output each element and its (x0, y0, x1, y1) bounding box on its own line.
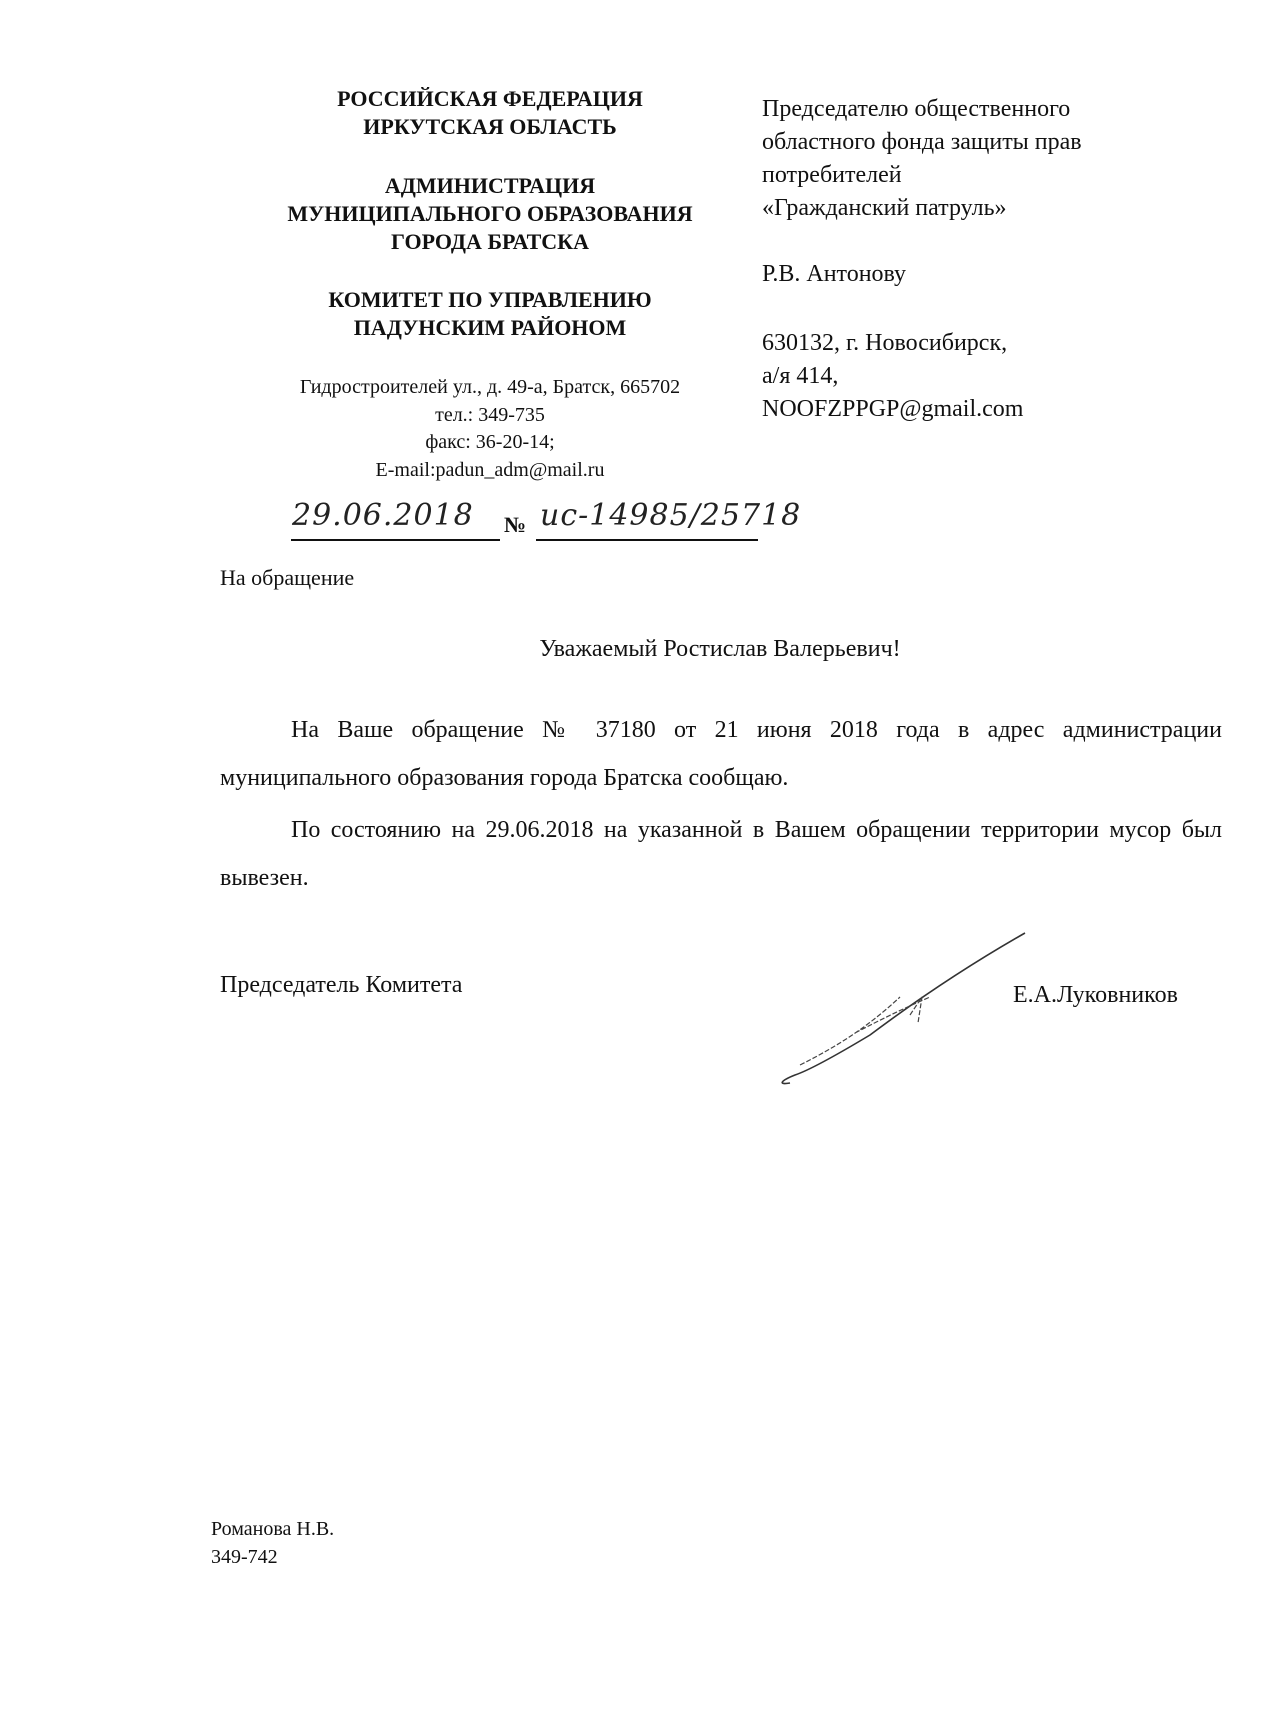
recipient-name: Р.В. Антонову (762, 261, 907, 287)
number-underline (536, 539, 758, 541)
sender-phone: тел.: 349-735 (435, 403, 545, 426)
paragraph: На Ваше обращение № 37180 от 21 июня 2018 года в адрес администрации муниципального образования города Братска сообщаю. (220, 717, 1222, 791)
recipient-address (762, 327, 1023, 426)
header-line: ПАДУНСКИМ РАЙОНОМ (353, 315, 627, 340)
signatory-position: Председатель Комитета (220, 972, 463, 998)
header-line: МУНИЦИПАЛЬНОГО ОБРАЗОВАНИЯ (287, 201, 693, 226)
header-line: ГОРОДА БРАТСКА (391, 229, 589, 254)
registration-date: 29.06.2018 (292, 498, 474, 533)
recipient-line: Председателю общественного (762, 96, 1071, 122)
sender-fax: факс: 36-20-14; (425, 431, 555, 453)
reference-label: На обращение (220, 565, 355, 590)
paragraph: По состоянию на 29.06.2018 на указанной в Вашем обращении территории мусор был вывезен. (220, 817, 1222, 891)
recipient-email: NOOFZPPGP@gmail.com (762, 396, 1024, 422)
number-sign: № (504, 512, 527, 537)
date-underline (291, 539, 500, 541)
recipient-address-line: 630132, г. Новосибирск, (762, 330, 1008, 356)
handwritten-signature (760, 925, 1050, 1095)
header-line: КОМИТЕТ ПО УПРАВЛЕНИЮ (328, 287, 652, 312)
recipient-line: областного фонда защиты прав (762, 129, 1082, 155)
header-state (230, 85, 750, 141)
recipient-line: потребителей (762, 162, 902, 188)
sender-contacts (230, 374, 750, 484)
signatory-name: Е.А.Луковников (1013, 982, 1178, 1008)
executor-phone: 349-742 (211, 1546, 278, 1568)
registration-number: ис-14985/25718 (540, 498, 802, 533)
header-line: ИРКУТСКАЯ ОБЛАСТЬ (363, 114, 617, 139)
recipient-block (762, 93, 1082, 225)
executor-name: Романова Н.В. (211, 1518, 335, 1540)
sender-email: E-mail:padun_adm@mail.ru (375, 458, 605, 481)
header-administration (230, 172, 750, 256)
header-line: АДМИНИСТРАЦИЯ (384, 173, 596, 198)
recipient-address-line: а/я 414, (762, 363, 839, 389)
header-committee (230, 286, 750, 342)
letter-body (220, 706, 1222, 906)
header-line: РОССИЙСКАЯ ФЕДЕРАЦИЯ (337, 86, 643, 111)
sender-address: Гидростроителей ул., д. 49-а, Братск, 665702 (299, 376, 681, 398)
greeting: Уважаемый Ростислав Валерьевич! (539, 636, 901, 662)
recipient-line: «Гражданский патруль» (762, 195, 1007, 221)
